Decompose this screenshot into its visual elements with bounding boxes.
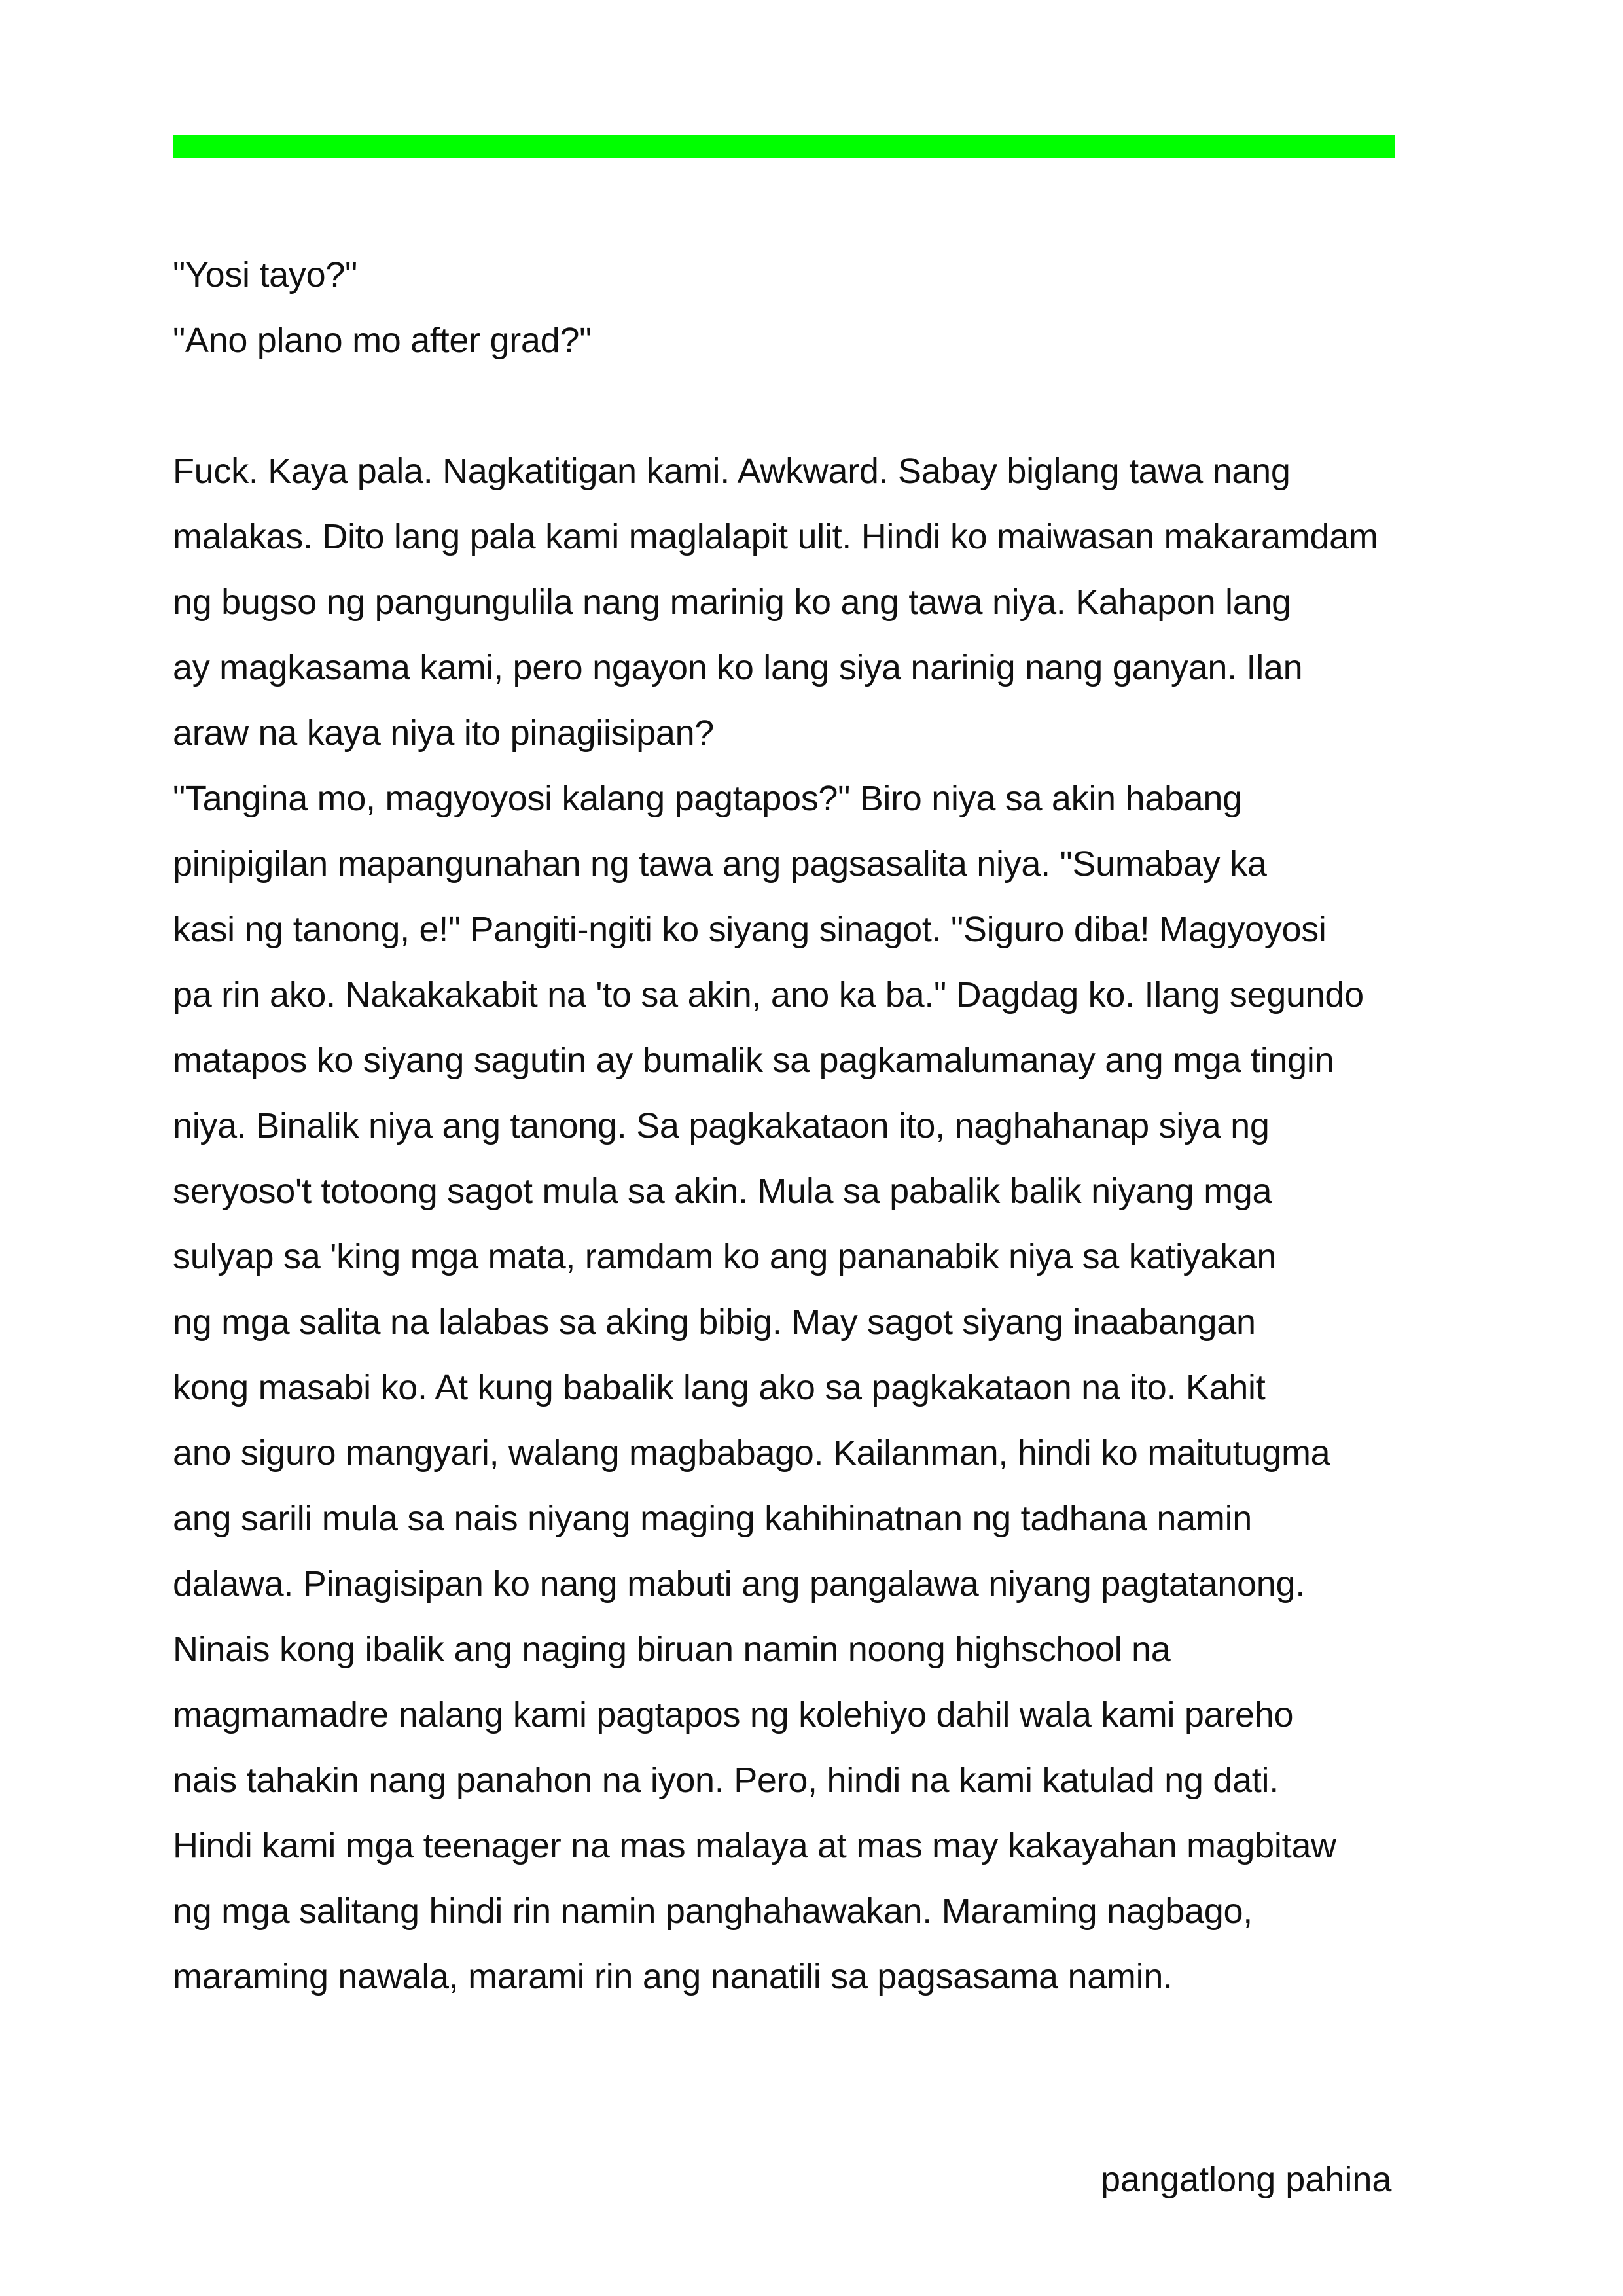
body-line: sulyap sa 'king mga mata, ramdam ko ang pananabik niya sa katiyakan — [173, 1237, 1277, 1276]
body-line: maraming nawala, marami rin ang nanatili sa pagsasama namin. — [173, 1957, 1173, 1996]
body-line: kasi ng tanong, e!" Pangiti-ngiti ko siyang sinagot. "Siguro diba! Magyoyosi — [173, 910, 1327, 949]
body-line: dalawa. Pinagisipan ko nang mabuti ang pangalawa niyang pagtatanong. — [173, 1564, 1305, 1604]
story-text — [173, 242, 1482, 2009]
body-line: ng bugso ng pangungulila nang marinig ko ang tawa niya. Kahapon lang — [173, 583, 1291, 622]
dialogue-line: "Yosi tayo?" — [173, 255, 357, 295]
page-number-label: pangatlong pahina — [1101, 2160, 1392, 2199]
body-line: matapos ko siyang sagutin ay bumalik sa pagkamalumanay ang mga tingin — [173, 1041, 1334, 1080]
body-line: pinipigilan mapangunahan ng tawa ang pagsasalita niya. "Sumabay ka — [173, 844, 1267, 884]
body-line: ang sarili mula sa nais niyang maging kahihinatnan ng tadhana namin — [173, 1499, 1252, 1538]
body-line: ay magkasama kami, pero ngayon ko lang siya narinig nang ganyan. Ilan — [173, 648, 1303, 687]
body-line: pa rin ako. Nakakakabit na 'to sa akin, ano ka ba." Dagdag ko. Ilang segundo — [173, 975, 1364, 1014]
paragraph-gap — [173, 373, 1482, 439]
body-line: Ninais kong ibalik ang naging biruan namin noong highschool na — [173, 1630, 1171, 1669]
body-line: nais tahakin nang panahon na iyon. Pero, hindi na kami katulad ng dati. — [173, 1761, 1279, 1800]
body-line: ano siguro mangyari, walang magbabago. Kailanman, hindi ko maitutugma — [173, 1433, 1330, 1473]
dialogue-line: "Ano plano mo after grad?" — [173, 321, 592, 360]
green-header-bar — [173, 135, 1395, 158]
body-line: niya. Binalik niya ang tanong. Sa pagkakataon ito, naghahanap siya ng — [173, 1106, 1270, 1145]
body-line: kong masabi ko. At kung babalik lang ako sa pagkakataon na ito. Kahit — [173, 1368, 1266, 1407]
body-line: ng mga salita na lalabas sa aking bibig. May sagot siyang inaabangan — [173, 1302, 1256, 1342]
body-line: malakas. Dito lang pala kami maglalapit ulit. Hindi ko maiwasan makaramdam — [173, 517, 1378, 556]
body-line: Fuck. Kaya pala. Nagkatitigan kami. Awkward. Sabay biglang tawa nang — [173, 452, 1291, 491]
body-line: seryoso't totoong sagot mula sa akin. Mula sa pabalik balik niyang mga — [173, 1172, 1272, 1211]
body-line: araw na kaya niya ito pinagiisipan? — [173, 713, 715, 753]
body-line: ng mga salitang hindi rin namin panghahawakan. Maraming nagbago, — [173, 1892, 1253, 1931]
body-line: "Tangina mo, magyoyosi kalang pagtapos?" Biro niya sa akin habang — [173, 779, 1242, 818]
body-line: magmamadre nalang kami pagtapos ng kolehiyo dahil wala kami pareho — [173, 1695, 1294, 1734]
body-line: Hindi kami mga teenager na mas malaya at mas may kakayahan magbitaw — [173, 1826, 1336, 1865]
